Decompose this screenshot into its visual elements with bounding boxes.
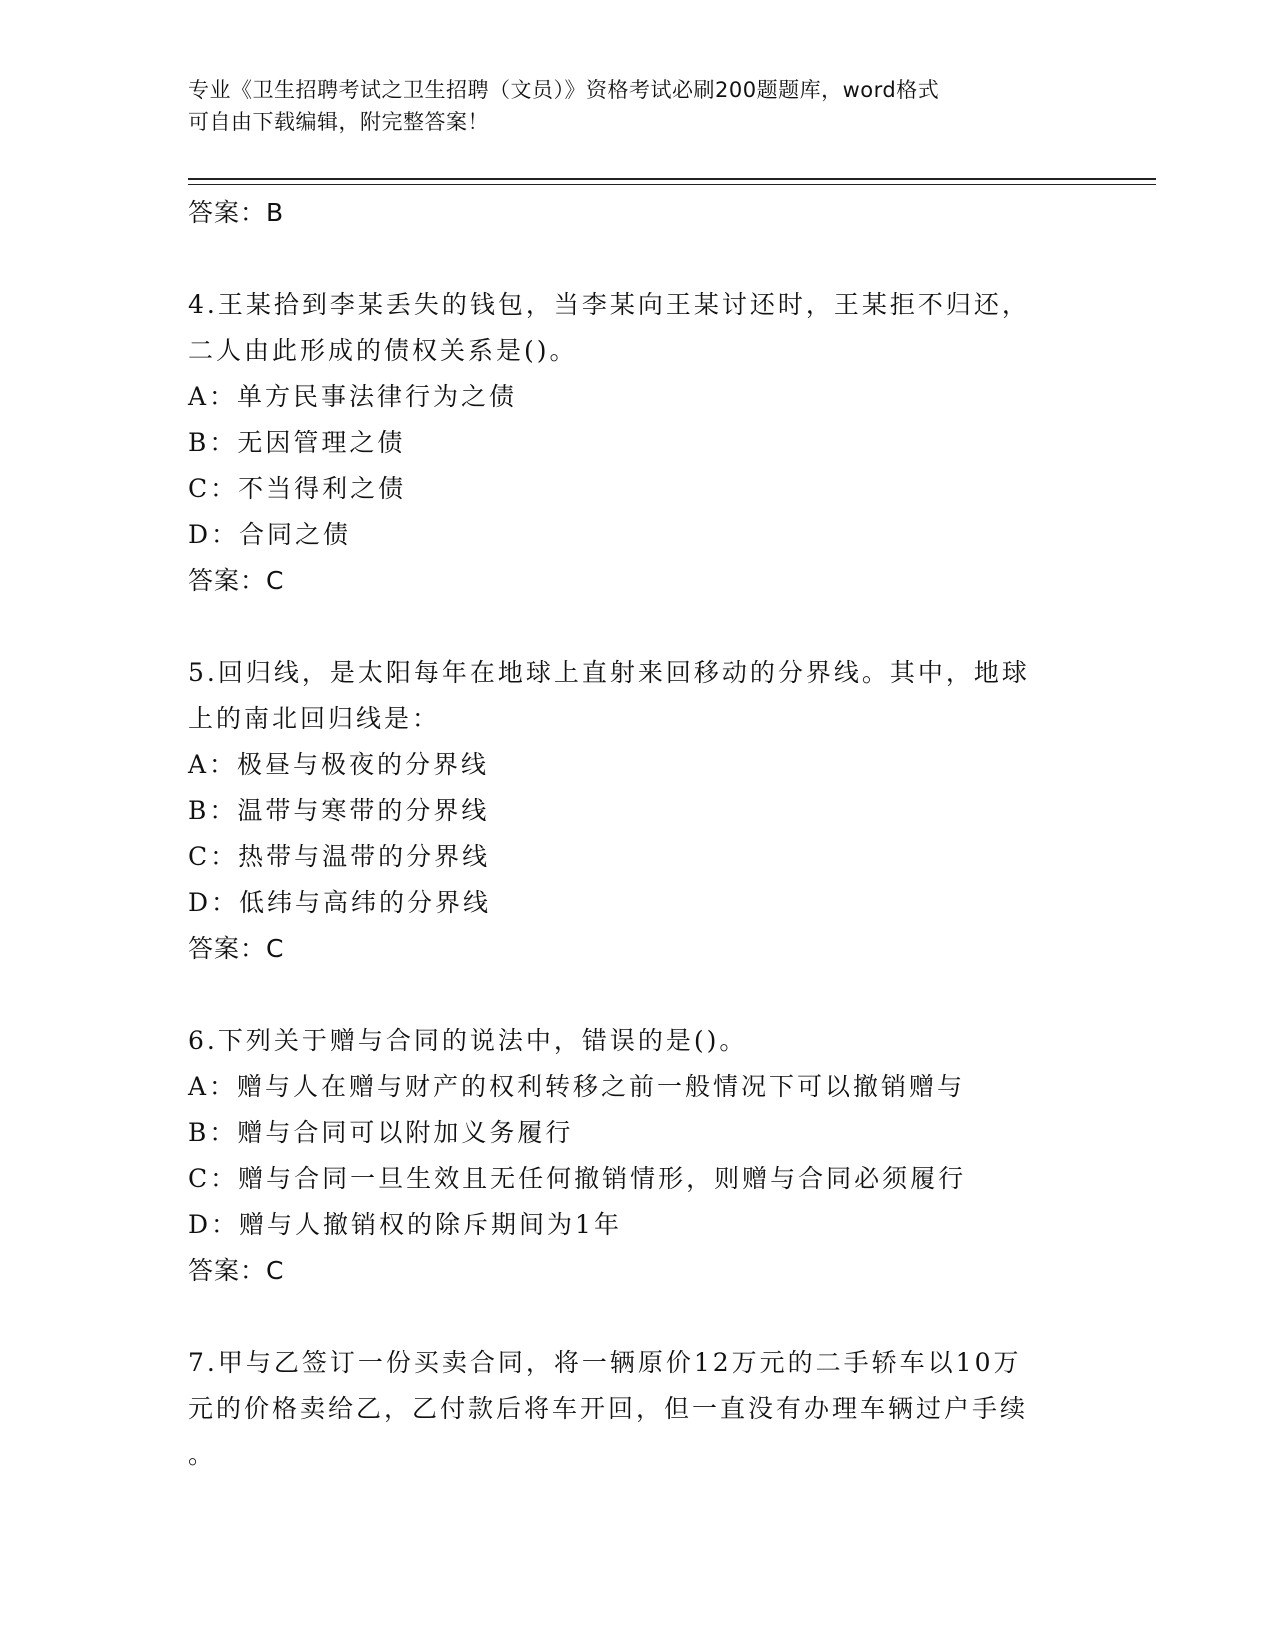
option-a: A：单方民事法律行为之债 (188, 382, 518, 411)
question-text (188, 282, 1088, 374)
question-line: 5.回归线，是太阳每年在地球上直射来回移动的分界线。其中，地球 (188, 658, 1030, 687)
header-line-1: 专业《卫生招聘考试之卫生招聘（文员）》资格考试必刷200题题库，word格式 (188, 78, 940, 102)
question-text (188, 1340, 1088, 1478)
question-list (188, 190, 1088, 1478)
option-c: C：不当得利之债 (188, 474, 407, 503)
header-rule-thin (188, 184, 1156, 185)
option-a: A：极昼与极夜的分界线 (188, 750, 490, 779)
option-b: B：赠与合同可以附加义务履行 (188, 1118, 574, 1147)
question-5 (188, 650, 1088, 972)
option-d: D：赠与人撤销权的除斥期间为1年 (188, 1210, 622, 1239)
answer-line: 答案：B (188, 198, 285, 227)
question-line: 4.王某拾到李某丢失的钱包，当李某向王某讨还时，王某拒不归还， (188, 290, 1030, 319)
question-text (188, 650, 1088, 742)
header-rule-thick (188, 178, 1156, 180)
answer-line: 答案：C (188, 566, 285, 595)
question-text (188, 1018, 1088, 1064)
question-7 (188, 1340, 1088, 1478)
answer-line: 答案：C (188, 934, 285, 963)
question-line: 上的南北回归线是： (188, 704, 441, 733)
option-d: D：合同之债 (188, 520, 352, 549)
document-header (188, 74, 1068, 138)
answer-line: 答案：C (188, 1256, 285, 1285)
option-b: B：无因管理之债 (188, 428, 406, 457)
option-c: C：热带与温带的分界线 (188, 842, 491, 871)
option-a: A：赠与人在赠与财产的权利转移之前一般情况下可以撤销赠与 (188, 1072, 966, 1101)
question-line: 二人由此形成的债权关系是()。 (188, 336, 578, 365)
question-line: 7.甲与乙签订一份买卖合同，将一辆原价12万元的二手轿车以10万 (188, 1348, 1022, 1377)
header-line-2: 可自由下载编辑，附完整答案！ (188, 110, 489, 134)
question-line: 。 (188, 1440, 217, 1469)
question-4 (188, 282, 1088, 604)
question-6 (188, 1018, 1088, 1294)
question-line: 6.下列关于赠与合同的说法中，错误的是()。 (188, 1026, 748, 1055)
question-line: 元的价格卖给乙，乙付款后将车开回，但一直没有办理车辆过户手续 (188, 1394, 1029, 1423)
option-c: C：赠与合同一旦生效且无任何撤销情形，则赠与合同必须履行 (188, 1164, 967, 1193)
option-d: D：低纬与高纬的分界线 (188, 888, 492, 917)
option-b: B：温带与寒带的分界线 (188, 796, 490, 825)
